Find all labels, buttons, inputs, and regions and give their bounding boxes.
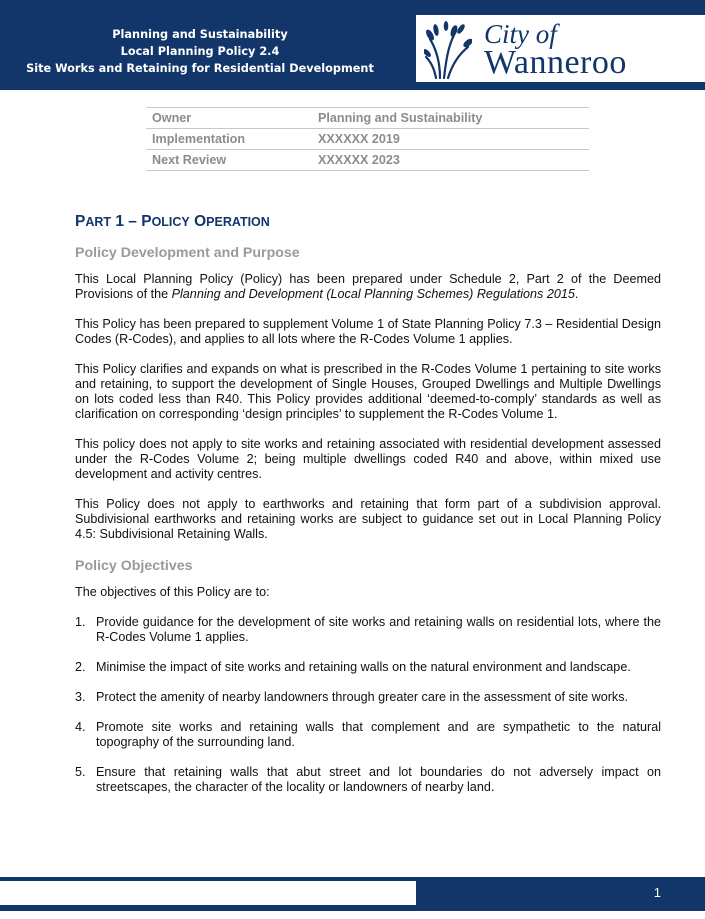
regulation-title: Planning and Development (Local Planning Schemes) Regulations 2015	[171, 287, 575, 301]
list-item	[75, 765, 661, 795]
meta-implementation-label: Implementation	[146, 129, 312, 150]
policy-content	[75, 212, 661, 810]
table-row	[146, 129, 589, 150]
part-heading-policy-cap: P	[141, 213, 152, 230]
list-item-number: 4.	[75, 720, 86, 734]
meta-owner-label: Owner	[146, 108, 312, 129]
list-item-number: 1.	[75, 615, 86, 629]
header-title-block	[0, 26, 400, 77]
header-department: Planning and Sustainability	[112, 28, 288, 41]
header-policy-title: Site Works and Retaining for Residential Development	[26, 62, 374, 75]
objectives-intro: The objectives of this Policy are to:	[75, 585, 270, 599]
logo-wanneroo-text: Wanneroo	[484, 44, 627, 81]
part-heading-operation-rest: PERATION	[206, 215, 270, 229]
list-item-text: Minimise the impact of site works and retaining walls on the natural environment and landscape.	[96, 660, 631, 674]
list-item-number: 2.	[75, 660, 86, 674]
objectives-list	[75, 615, 661, 795]
footer-bottom-bar	[0, 905, 705, 911]
part-heading-art: ART	[85, 215, 112, 229]
page-number: 1	[653, 885, 661, 900]
paragraph-purpose-1	[75, 272, 661, 302]
part-heading-operation-cap: O	[189, 213, 207, 230]
paragraph-purpose-2: This Policy has been prepared to supplement Volume 1 of State Planning Policy 7.3 – Residential Design Codes (R-Codes), and applies to all lots where the R-Codes Volume 1 applies.	[75, 317, 661, 346]
part-heading-p: P	[75, 213, 86, 230]
list-item	[75, 720, 661, 750]
meta-owner-value: Planning and Sustainability	[312, 108, 589, 129]
list-item-text: Promote site works and retaining walls that complement and are sympathetic to the natural topography of the surrounding land.	[96, 720, 661, 749]
list-item-number: 3.	[75, 690, 86, 704]
meta-next-review-label: Next Review	[146, 150, 312, 171]
list-item-text: Ensure that retaining walls that abut street and lot boundaries do not adversely impact on streetscapes, the character of the locality or landowners of nearby land.	[96, 765, 661, 794]
list-item-text: Provide guidance for the development of site works and retaining walls on residential lots, where the R-Codes Volume 1 applies.	[96, 615, 661, 644]
part-heading	[75, 212, 661, 232]
paragraph-purpose-5: This Policy does not apply to earthworks and retaining that form part of a subdivision approval. Subdivisional earthworks and retaining works are subject to guidance set out in Local Planning Policy 4.5: Subdivisional Retaining Walls.	[75, 497, 661, 541]
table-row	[146, 150, 589, 171]
list-item	[75, 690, 661, 705]
list-item	[75, 615, 661, 645]
part-heading-number: 1 –	[111, 213, 142, 230]
section-heading-objectives: Policy Objectives	[75, 558, 193, 574]
paragraph-purpose-4: This policy does not apply to site works and retaining associated with residential development assessed under the R-Codes Volume 2; being multiple dwellings coded R40 and above, within mixed use development and activity centres.	[75, 437, 661, 481]
list-item-text: Protect the amenity of nearby landowners through greater care in the assessment of site works.	[96, 690, 629, 704]
policy-meta-table	[146, 107, 589, 171]
paragraph-purpose-3: This Policy clarifies and expands on what is prescribed in the R-Codes Volume 1 pertaining to site works and retaining, to support the development of Single Houses, Grouped Dwellings and Multiple Dwellings on lots coded less than R40. This Policy provides additional ‘deemed-to-comply’ standards as well as clarification on corresponding ‘design principles’ to supplement the R-Codes Volume 1.	[75, 362, 661, 421]
paragraph-text-end: .	[574, 287, 579, 301]
part-heading-policy-rest: OLICY	[151, 215, 190, 229]
table-row	[146, 108, 589, 129]
logo-city-text: City of	[484, 19, 557, 49]
header-policy-number: Local Planning Policy 2.4	[120, 45, 280, 58]
meta-next-review-value: XXXXXX 2023	[312, 150, 589, 171]
list-item	[75, 660, 661, 675]
city-logo	[416, 15, 705, 82]
list-item-number: 5.	[75, 765, 86, 779]
paragraph-text: This Local Planning Policy (Policy) has been prepared under Schedule 2, Part 2 of the Deemed Provisions of the	[75, 272, 661, 301]
meta-implementation-value: XXXXXX 2019	[312, 129, 589, 150]
section-heading-purpose: Policy Development and Purpose	[75, 245, 300, 261]
kangaroo-paw-icon	[424, 21, 472, 79]
